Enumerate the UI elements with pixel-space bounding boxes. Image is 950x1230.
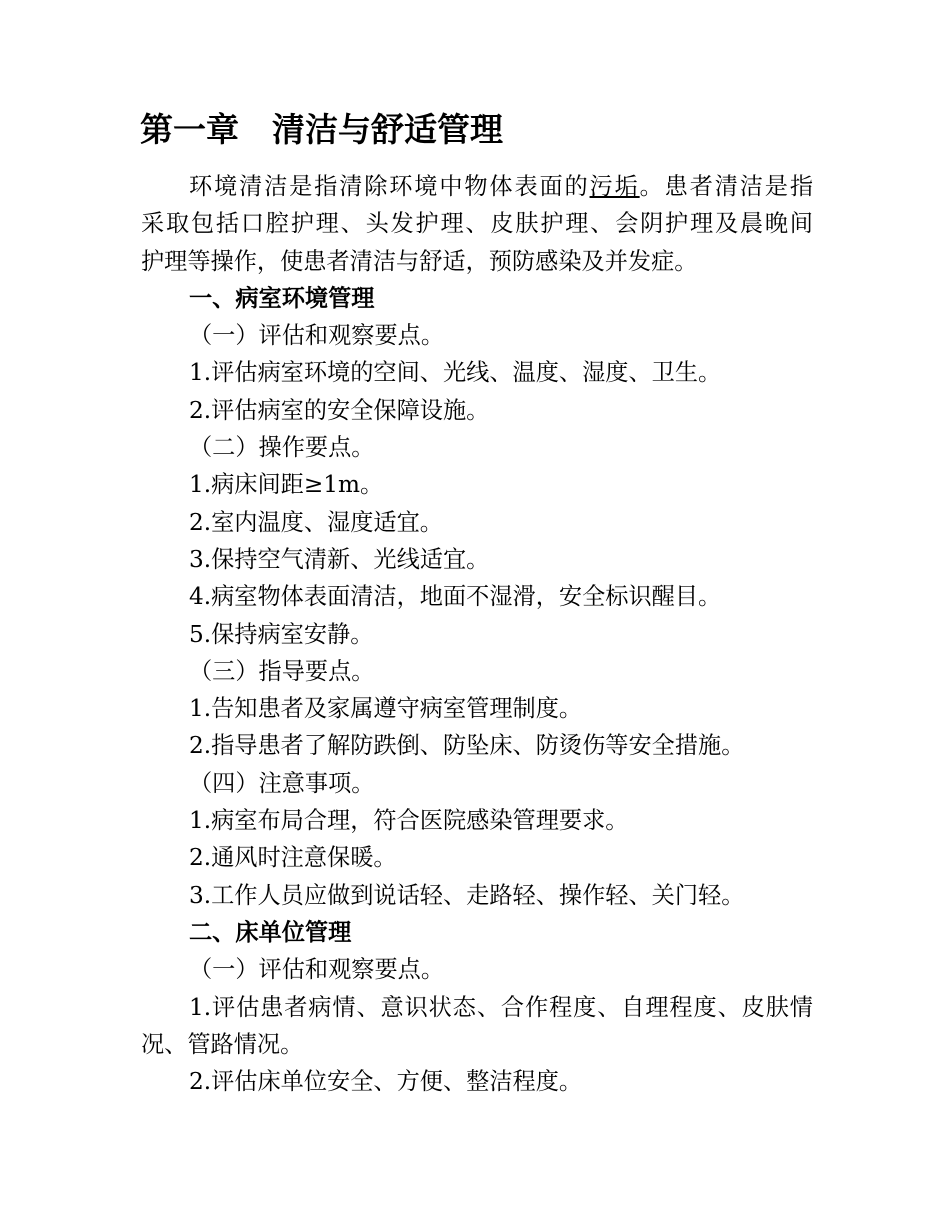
section-heading: 一、病室环境管理 <box>189 284 375 312</box>
subsection-heading: （四）注意事项。 <box>189 769 375 797</box>
section-heading: 二、床单位管理 <box>189 918 352 946</box>
list-item: 1.评估病室环境的空间、光线、温度、湿度、卫生。 <box>189 359 722 387</box>
document-body <box>141 168 813 1100</box>
list-item: 5.保持病室安静。 <box>189 620 374 648</box>
list-item: 2.通风时注意保暖。 <box>189 844 397 872</box>
list-item: 2.评估床单位安全、方便、整洁程度。 <box>189 1068 583 1096</box>
list-item: 2.室内温度、湿度适宜。 <box>189 508 443 536</box>
subsection-heading: （二）操作要点。 <box>189 434 375 462</box>
list-item-continuation: 况、管路情况。 <box>141 1030 304 1058</box>
intro-paragraph-line-2: 采取包括口腔护理、头发护理、皮肤护理、会阴护理及晨晚间 <box>141 210 813 238</box>
list-item: 4.病室物体表面清洁，地面不湿滑，安全标识醒目。 <box>189 583 722 611</box>
intro-paragraph-line-3: 护理等操作，使患者清洁与舒适，预防感染及并发症。 <box>141 247 698 275</box>
intro-text: 环境清洁是指清除环境中物体表面的 <box>189 173 590 200</box>
list-item: 3.保持空气清新、光线适宜。 <box>189 545 490 573</box>
list-item: 3.工作人员应做到说话轻、走路轻、操作轻、关门轻。 <box>189 881 745 909</box>
list-item: 2.评估病室的安全保障设施。 <box>189 396 490 424</box>
list-item: 1.病床间距≥1m。 <box>189 471 384 499</box>
list-item: 1.评估患者病情、意识状态、合作程度、自理程度、皮肤情 <box>189 993 813 1021</box>
intro-text: 。患者清洁是指 <box>639 173 814 200</box>
list-item: 1.告知患者及家属遵守病室管理制度。 <box>189 695 583 723</box>
list-item: 1.病室布局合理，符合医院感染管理要求。 <box>189 807 629 835</box>
subsection-heading: （一）评估和观察要点。 <box>189 322 445 350</box>
subsection-heading: （三）指导要点。 <box>189 657 375 685</box>
list-item: 2.指导患者了解防跌倒、防坠床、防烫伤等安全措施。 <box>189 732 745 760</box>
underlined-term: 污垢 <box>589 173 640 200</box>
intro-paragraph-line-1 <box>141 168 813 205</box>
subsection-heading: （一）评估和观察要点。 <box>189 956 445 984</box>
chapter-title: 第一章 清洁与舒适管理 <box>140 110 503 149</box>
